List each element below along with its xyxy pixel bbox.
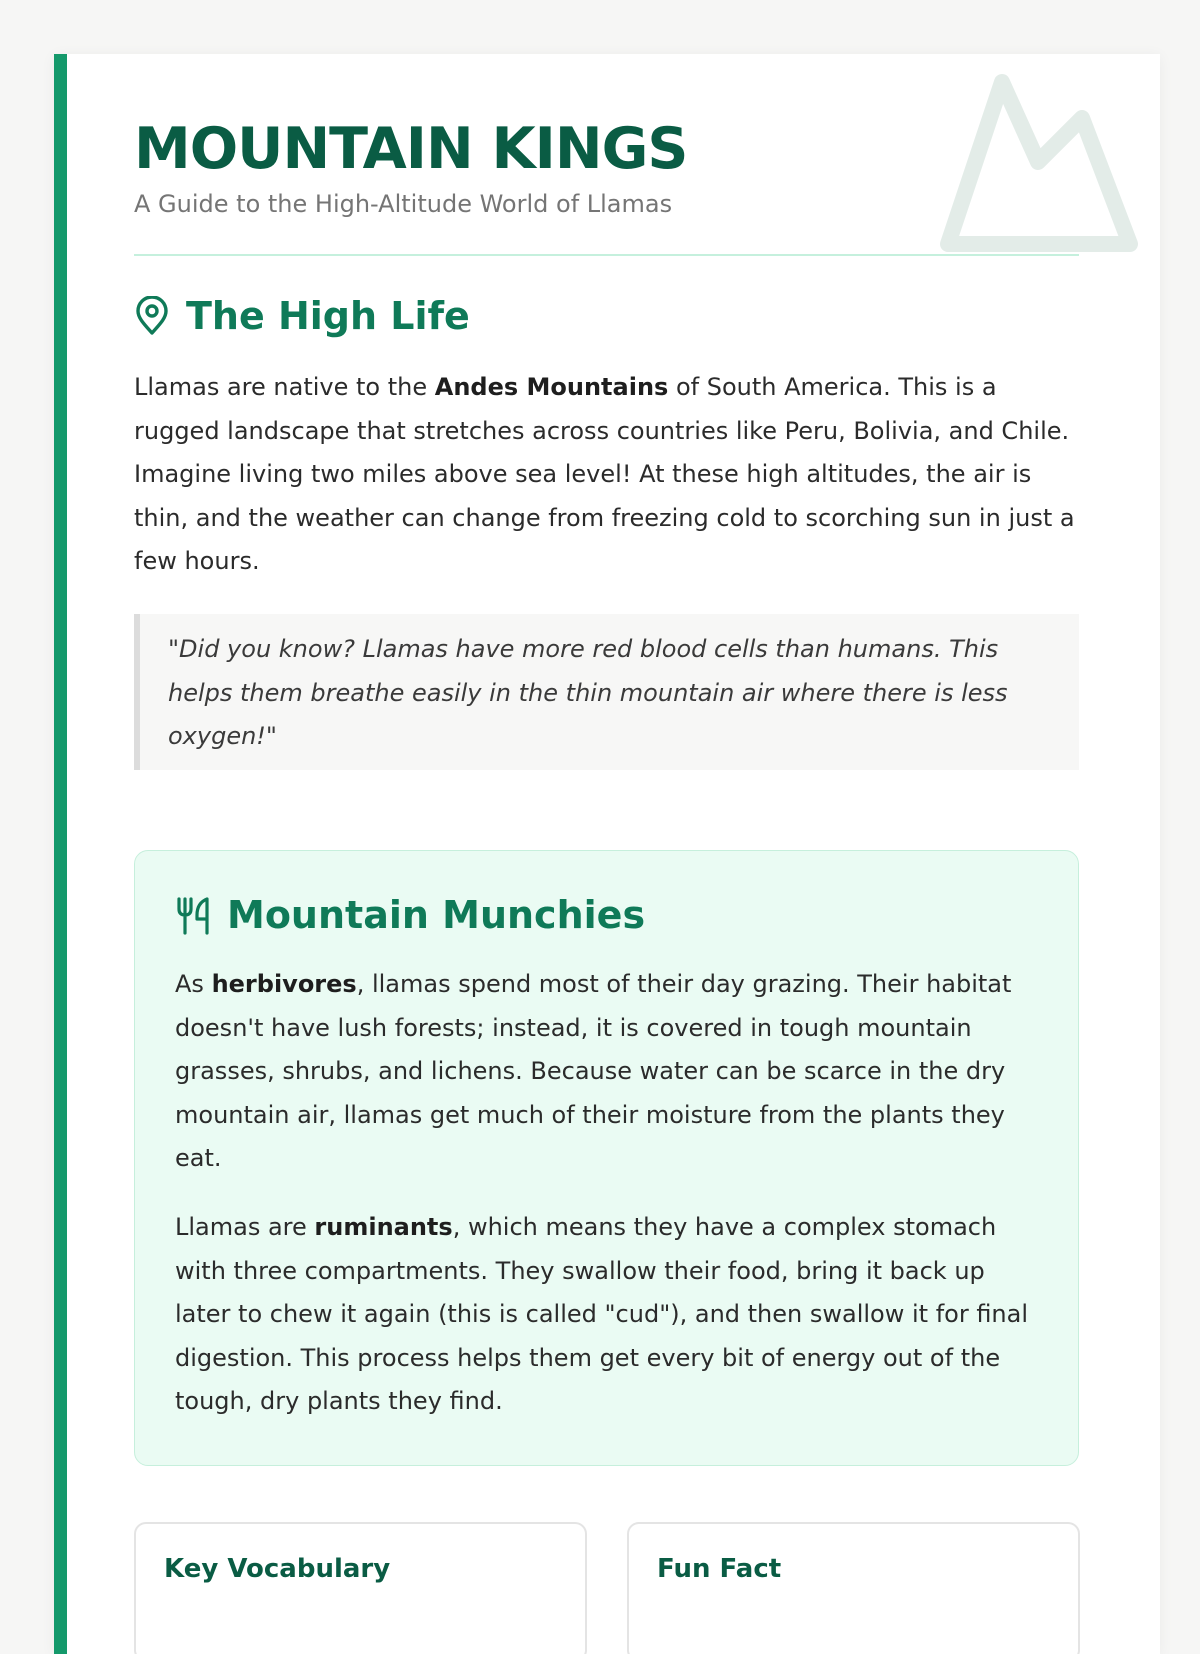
header-divider: [134, 254, 1079, 256]
page-title: MOUNTAIN KINGS: [134, 116, 688, 182]
quote-text: "Did you know? Llamas have more red blood cells than humans. This helps them breathe easily in the thin mountain air where there is less oxygen!": [168, 635, 1008, 750]
section-heading-high-life: [134, 294, 470, 338]
paragraph-text: Llamas are: [175, 1213, 315, 1241]
fun-fact-card: [627, 1522, 1080, 1654]
bold-term: herbivores: [211, 970, 357, 998]
key-vocabulary-card: [134, 1522, 587, 1654]
document-page: [54, 54, 1160, 1654]
mountain-munchies-card: [134, 850, 1079, 1466]
fun-fact-title: Fun Fact: [657, 1554, 782, 1584]
map-pin-icon: [134, 296, 170, 336]
paragraph-text: As: [175, 970, 212, 998]
section-heading-text: The High Life: [186, 294, 470, 338]
utensils-icon: [175, 895, 213, 935]
did-you-know-quote: [134, 614, 1079, 770]
bold-term: ruminants: [314, 1213, 453, 1241]
paragraph-text: Llamas are native to the: [134, 373, 435, 401]
munchies-paragraph-1: [175, 963, 1035, 1181]
section-heading-munchies: [175, 893, 645, 937]
section-heading-text: Mountain Munchies: [227, 893, 646, 937]
munchies-paragraph-2: [175, 1206, 1035, 1424]
key-vocabulary-title: Key Vocabulary: [164, 1554, 391, 1584]
paragraph-text: , llamas spend most of their day grazing. Their habitat doesn't have lush forests; instead, it is covered in tough mountain grasses, shrubs, and lichens. Because water can be scarce in the dry mountain air, llamas get much of their moisture from the plants they eat.: [175, 970, 1012, 1172]
bold-term: Andes Mountains: [434, 373, 669, 401]
high-life-paragraph: [134, 366, 1079, 584]
mountain-icon: [940, 72, 1140, 252]
paragraph-text: , which means they have a complex stomach with three compartments. They swallow their food, bring it back up later to chew it again (this is called "cud"), and then swallow it for final digestion. This process helps them get every bit of energy out of the tough, dry plants they find.: [175, 1213, 1029, 1415]
page-subtitle: A Guide to the High-Altitude World of Llamas: [134, 190, 673, 218]
paragraph-text: of South America. This is a rugged landscape that stretches across countries like Peru, Bolivia, and Chile. Imagine living two miles above sea level! At these high altitudes, the air is thin, and the weather can change from freezing cold to scorching sun in just a few hours.: [134, 373, 1075, 575]
